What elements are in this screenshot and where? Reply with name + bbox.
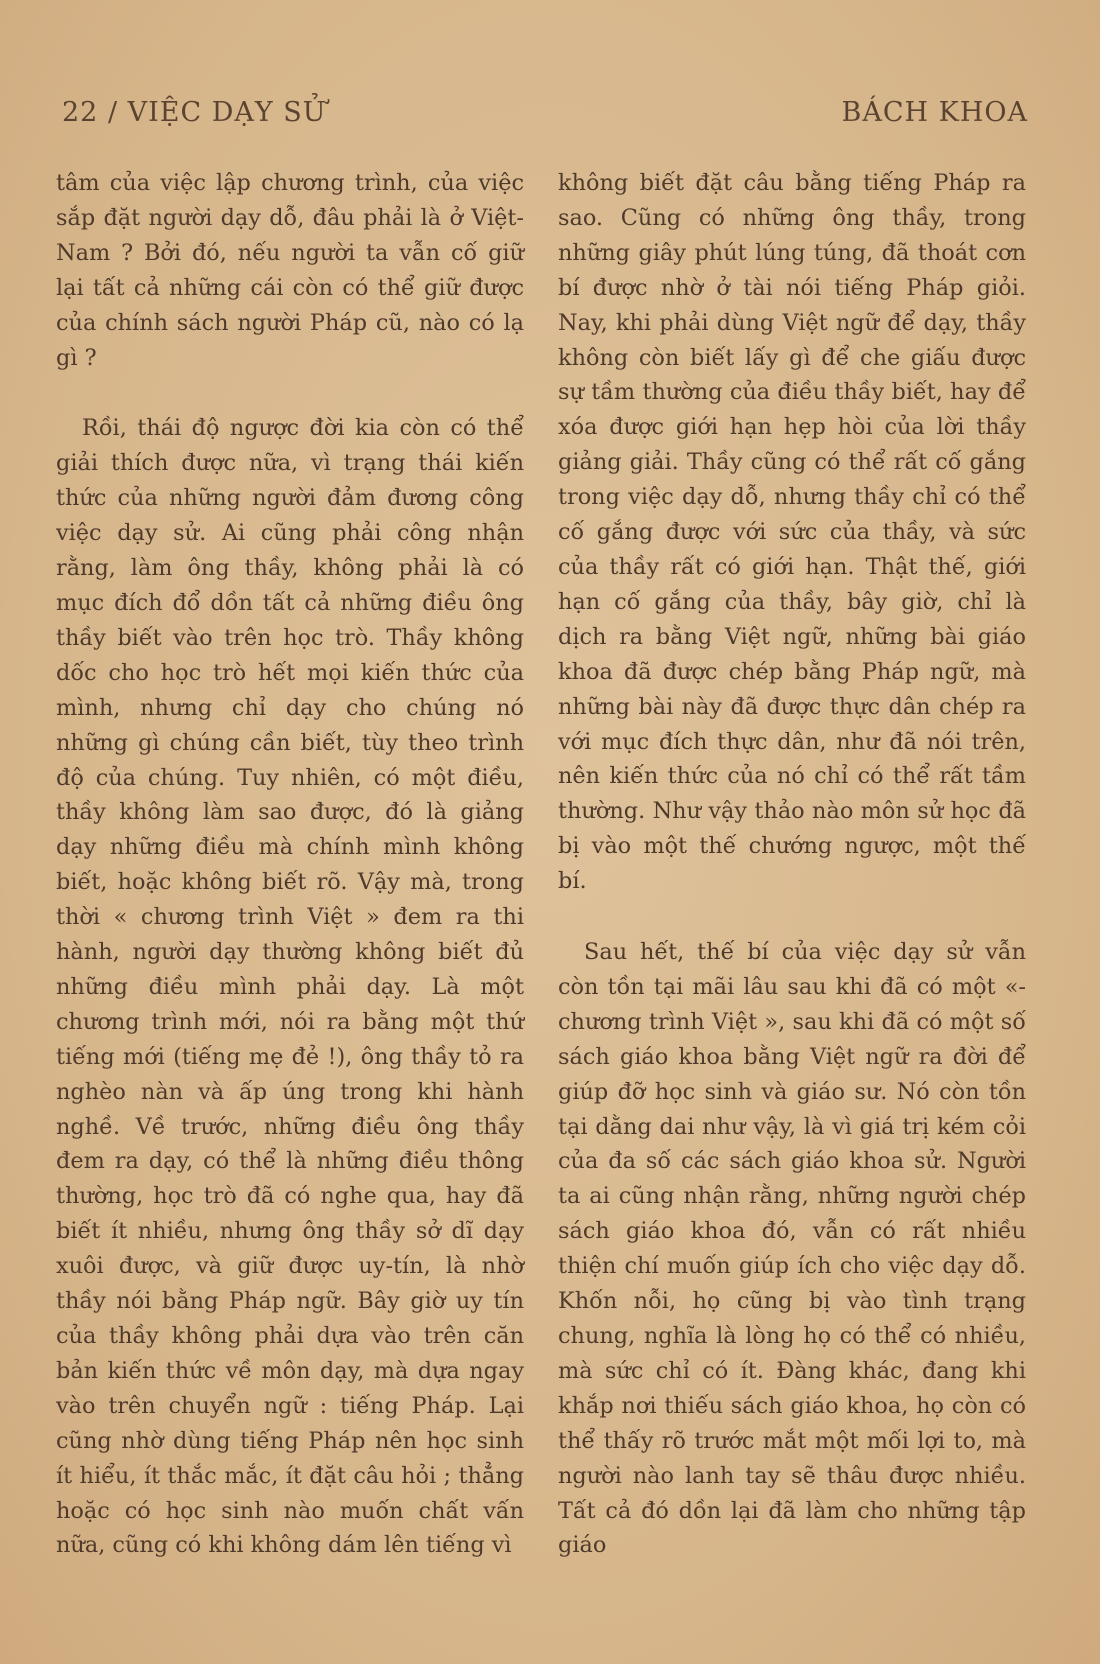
magazine-name: BÁCH KHOA bbox=[841, 96, 1028, 128]
paragraph: không biết đặt câu bằng tiếng Pháp ra sao. Cũng có những ông thầy, trong những giây phút lúng túng, đã thoát cơn bí được nhờ ở tài nói tiếng Pháp giỏi. Nay, khi phải dùng Việt ngữ để dạy, thầy không còn biết lấy gì để che giấu được sự tầm thường của điều thầy biết, hay để xóa được giới hạn hẹp hòi của lời thầy giảng giải. Thầy cũng có thể rất cố gắng trong việc dạy dỗ, nhưng thầy chỉ có thể cố gắng được với sức của thầy, và sức của thầy rất có giới hạn. Thật thế, giới hạn cố gắng của thầy, bây giờ, chỉ là dịch ra bằng Việt ngữ, những bài giáo khoa đã được chép bằng Pháp ngữ, mà những bài này đã được thực dân chép ra với mục đích thực dân, như đã nói trên, nên kiến thức của nó chỉ có thể rất tầm thường. Như vậy thảo nào môn sử học đã bị vào một thế chướng ngược, một thế bí. bbox=[558, 170, 1026, 895]
paragraph: tâm của việc lập chương trình, của việc sắp đặt người dạy dỗ, đâu phải là ở Việt-Nam ? Bởi đó, nếu người ta vẫn cố giữ lại tất cả những cái còn có thể giữ được của chính sách người Pháp cũ, nào có lạ gì ? bbox=[56, 170, 524, 371]
paragraph: Rồi, thái độ ngược đời kia còn có thể giải thích được nữa, vì trạng thái kiến thức của những người đảm đương công việc dạy sử. Ai cũng phải công nhận rằng, làm ông thầy, không phải là có mục đích đổ dồn tất cả những điều ông thầy biết vào trên học trò. Thầy không dốc cho học trò hết mọi kiến thức của mình, nhưng chỉ dạy cho chúng nó những gì chúng cần biết, tùy theo trình độ của chúng. Tuy nhiên, có một điều, thầy không làm sao được, đó là giảng dạy những điều mà chính mình không biết, hoặc không biết rõ. Vậy mà, trong thời « chương trình Việt » đem ra thi hành, người dạy thường không biết đủ những điều mình phải dạy. Là một chương trình mới, nói ra bằng một thứ tiếng mới (tiếng mẹ đẻ !), ông thầy tỏ ra nghèo nàn và ấp úng trong khi hành nghề. Về trước, những điều ông thầy đem ra dạy, có thể là những điều thông thường, học trò đã có nghe qua, hay đã biết ít nhiều, nhưng ông thầy sở dĩ dạy xuôi được, và giữ được uy-tín, là nhờ thầy nói bằng Pháp ngữ. Bây giờ uy tín của thầy không phải dựa vào trên căn bản kiến thức về môn dạy, mà dựa ngay vào trên chuyển ngữ : tiếng Pháp. Lại cũng nhờ dùng tiếng Pháp nên học sinh ít hiểu, ít thắc mắc, ít đặt câu hỏi ; thẳng hoặc có học sinh nào muốn chất vấn nữa, cũng có khi không dám lên tiếng vì bbox=[56, 415, 524, 1559]
paragraph: Sau hết, thế bí của việc dạy sử vẫn còn tồn tại mãi lâu sau khi đã có một «-chương trình Việt », sau khi đã có một số sách giáo khoa bằng Việt ngữ ra đời để giúp đỡ học sinh và giáo sư. Nó còn tồn tại dằng dai như vậy, là vì giá trị kém cỏi của đa số các sách giáo khoa sử. Người ta ai cũng nhận rằng, những người chép sách giáo khoa đó, vẫn có rất nhiều thiện chí muốn giúp ích cho việc dạy dỗ. Khốn nỗi, họ cũng bị vào tình trạng chung, nghĩa là lòng họ có thể có nhiều, mà sức chỉ có ít. Đàng khác, đang khi khắp nơi thiếu sách giáo khoa, họ còn có thể thấy rõ trước mắt một mối lợi to, mà người nào lanh tay sẽ thâu được nhiều. Tất cả đó dồn lại đã làm cho những tập giáo bbox=[558, 939, 1026, 1559]
running-header bbox=[62, 88, 1028, 136]
left-column bbox=[56, 166, 524, 1563]
right-column bbox=[558, 166, 1026, 1563]
page-number-title: 22 / VIỆC DẠY SỬ bbox=[62, 96, 327, 128]
